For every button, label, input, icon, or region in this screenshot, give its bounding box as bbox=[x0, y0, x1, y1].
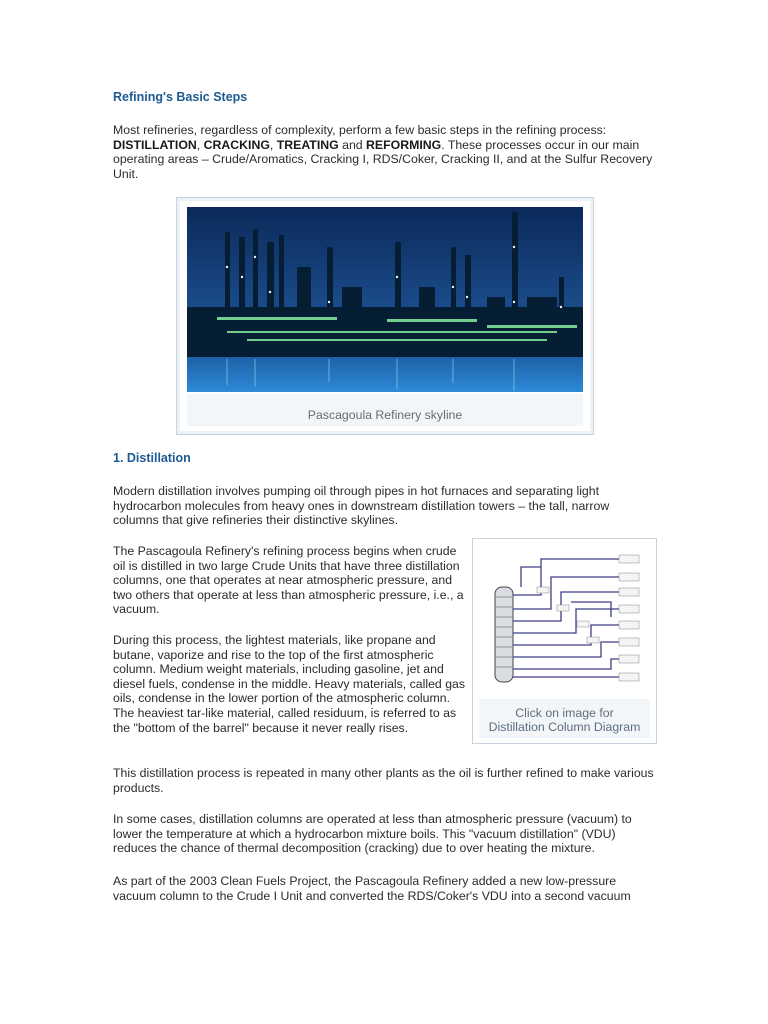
diagram-caption-line-2[interactable]: Distillation Column Diagram bbox=[488, 720, 641, 734]
section-title-distillation: 1. Distillation bbox=[113, 451, 191, 465]
distillation-paragraph-4: This distillation process is repeated in many other plants as the oil is further refined to make various products. bbox=[113, 766, 654, 795]
distillation-paragraph-1: Modern distillation involves pumping oil through pipes in hot furnaces and separating light hydrocarbon molecules from heavy ones in downstream distillation towers – the tall, narrow columns that give refineries their distinctive skylines. bbox=[113, 484, 610, 528]
distillation-paragraph-5: In some cases, distillation columns are operated at less than atmospheric pressure (vacuum) to lower the temperature at which a hydrocarbon mixture boils. This "vacuum distillation" (VDU) reduces the chance of thermal decomposition (cracking) due to over heating the mixture. bbox=[113, 812, 632, 856]
keyword-reforming: REFORMING bbox=[366, 137, 442, 152]
diagram-caption-line-1[interactable]: Click on image for bbox=[515, 706, 614, 720]
distillation-paragraph-6: As part of the 2003 Clean Fuels Project, the Pascagoula Refinery added a new low-pressure vacuum column to the Crude I Unit and converted the RDS/Coker's VDU into a second vacuum bbox=[113, 874, 631, 903]
distillation-paragraph-3: During this process, the lightest materials, like propane and butane, vaporize and rise to the top of the first atmospheric column. Medium weight materials, including gasoline, jet and diesel fuels, condense in the middle. Heavy materials, called gas oils, condense in the lower portion of the atmospheric column. The heaviest tar-like material, called residuum, is referred to as the "bottom of the barrel" because it never really rises. bbox=[113, 633, 466, 735]
keyword-distillation: DISTILLATION bbox=[113, 137, 197, 152]
page-heading: Refining's Basic Steps bbox=[113, 90, 248, 104]
refinery-skyline-photo bbox=[187, 207, 583, 392]
keyword-treating: TREATING bbox=[276, 137, 339, 152]
refinery-skyline-figure bbox=[176, 197, 594, 435]
intro-paragraph: Most refineries, regardless of complexity, perform a few basic steps in the refining process: DISTILLATION, CRACKING, TREATING and REFORMING. These processes occur in our main operating areas – Crude/Aromatics, Cracking I, RDS/Coker, Cracking II, and at the Sulfur Recovery Unit. bbox=[113, 123, 653, 181]
distillation-paragraph-2: The Pascagoula Refinery's refining process begins when crude oil is distilled in two large Crude Units that have three distillation columns, one that operates at near atmospheric pressure, and two others that operate at less than atmospheric pressure, i.e., a vacuum. bbox=[113, 544, 464, 617]
figure-caption: Pascagoula Refinery skyline bbox=[307, 408, 463, 422]
distillation-column-diagram[interactable] bbox=[481, 547, 648, 695]
keyword-cracking: CRACKING bbox=[203, 137, 270, 152]
distillation-diagram-figure[interactable] bbox=[472, 538, 657, 744]
